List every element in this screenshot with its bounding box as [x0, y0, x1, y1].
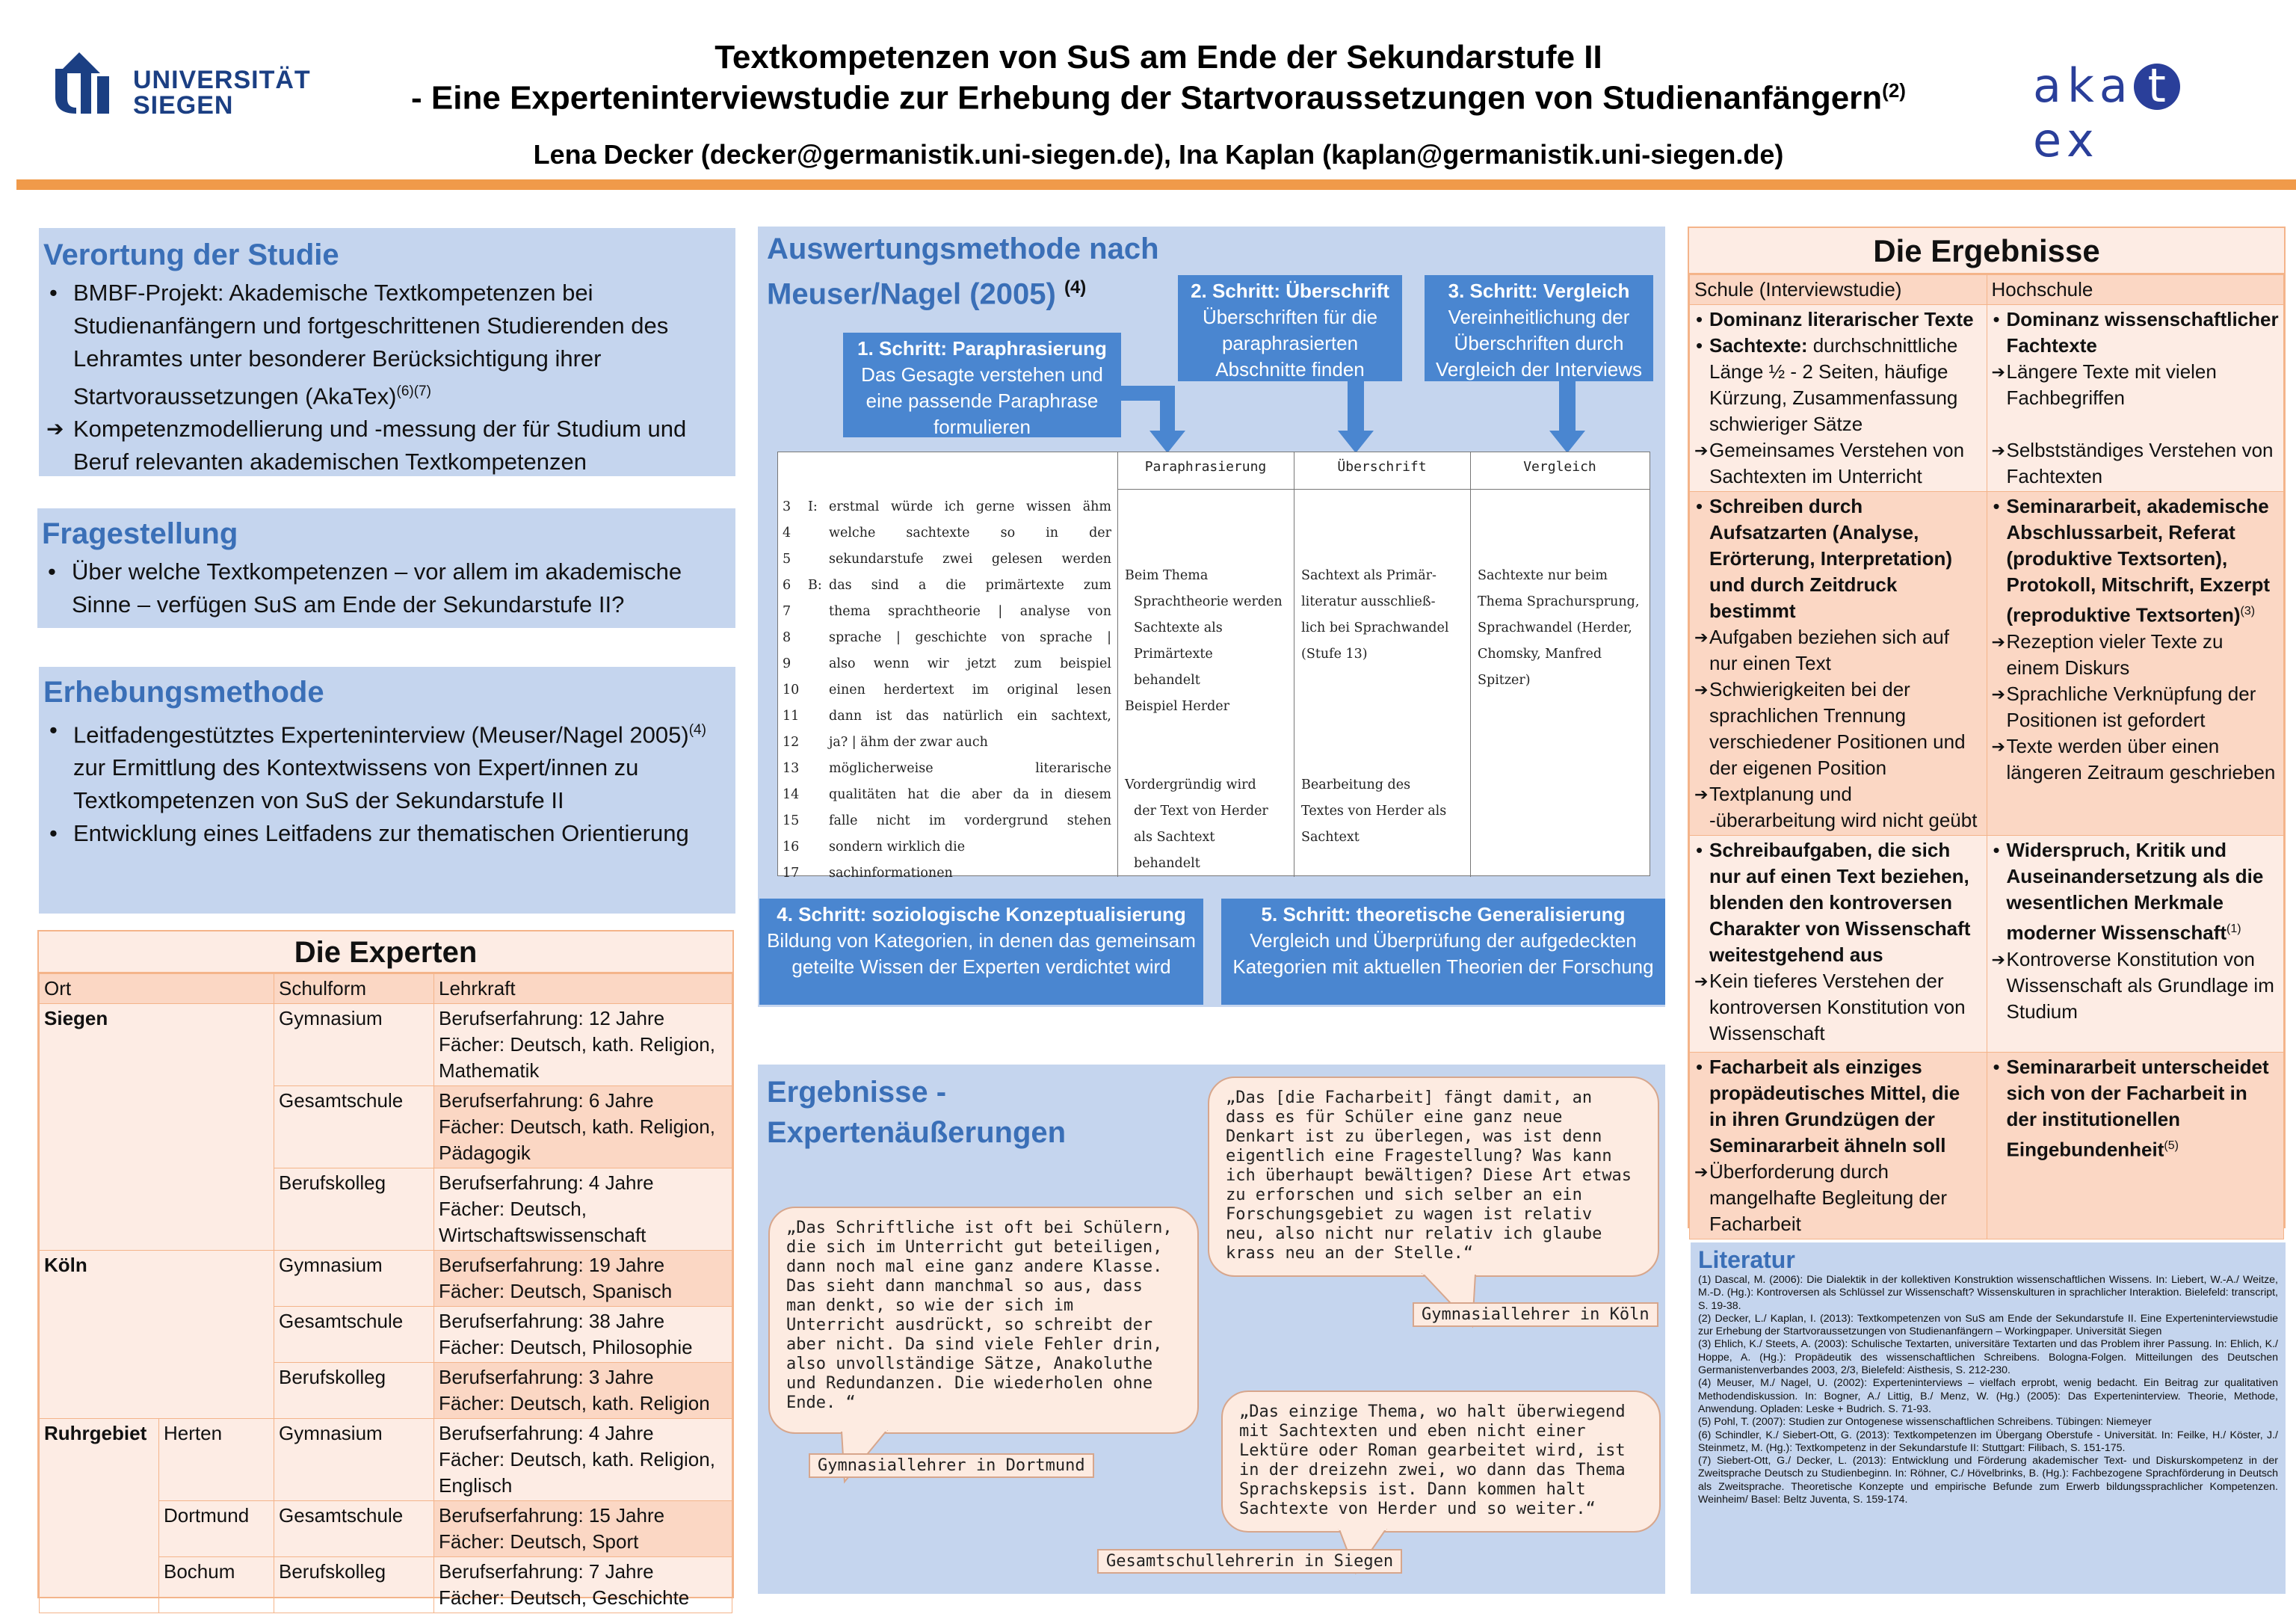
- experten-erfahrung: Berufserfahrung: 12 Jahre: [439, 1007, 665, 1029]
- paraphrase-line: Beim Thema: [1125, 568, 1209, 583]
- experten-erfahrung: Berufserfahrung: 4 Jahre: [439, 1422, 654, 1444]
- ergebnisse-cell: [1690, 492, 1987, 836]
- erhebung-item-1: [43, 714, 728, 817]
- transcript-line: [783, 494, 1111, 520]
- step-3-title: 3. Schritt: Vergleich: [1448, 280, 1630, 302]
- logo-uni-line2: SIEGEN: [133, 91, 234, 120]
- experten-faecher: Fächer: Deutsch, Spanisch: [439, 1280, 673, 1302]
- step-1-arrow-stem: [1160, 386, 1175, 431]
- transcript-table: [777, 452, 1650, 881]
- result-bold: Dominanz wissenschaftlicher Fachtexte: [2006, 308, 2279, 357]
- transcript-line: [783, 808, 1111, 834]
- experten-faecher: Fächer: Deutsch, Sport: [439, 1530, 639, 1553]
- ueberschrift-line: Bearbeitung des: [1301, 777, 1411, 792]
- expertenaeusserungen-title-line1: Ergebnisse -: [767, 1076, 947, 1109]
- experten-ort-ruhrgebiet: Ruhrgebiet: [40, 1419, 159, 1613]
- literatur-ref-3: (3) Ehlich, K./ Steets, A. (2003): Schulische Textarten, universitäre Textarten und das Problem ihrer Passung. In: Ehlich, K./ Hoppe, A. (Hg.): Propädeutik des wissenschaftlichen Schreibens. Bologna-Folgen. Mitteilungen des Deutschen Germanistenverbandes 2003, 2/3, Bielefeld: Aisthesis, S. 212-230.: [1698, 1338, 2278, 1377]
- paraphrase-line: als Sachtext: [1134, 830, 1215, 845]
- transcript-speaker: [808, 808, 829, 834]
- transcript-speaker: [808, 651, 829, 677]
- transcript-line-number: 16: [783, 840, 800, 854]
- experten-faecher: Fächer: Deutsch, kath. Religion, Mathematik: [439, 1033, 715, 1082]
- transcript-speaker: [808, 520, 829, 546]
- auswertung-title-line1: Auswertungsmethode nach: [767, 232, 1159, 265]
- list-item: [1992, 837, 2280, 946]
- expertenaeusserungen-title-line2: Expertenäußerungen: [767, 1116, 1067, 1149]
- transcript-line: [783, 677, 1111, 703]
- step-5-title: 5. Schritt: theoretische Generalisierung: [1261, 903, 1626, 926]
- transcript-line-number: 7: [783, 604, 791, 619]
- step-5-text: Vergleich und Überprüfung der aufgedeckten Kategorien mit aktuellen Theorien der Forschung: [1232, 929, 1654, 978]
- experten-schulform: Berufskolleg: [274, 1363, 434, 1419]
- poster-title-line2-sup: (2): [1882, 79, 1906, 102]
- list-item: ➔ Überforderung durch mangelhafte Begleitung der Facharbeit: [1694, 1159, 1982, 1237]
- vergleich-cell-1: [1478, 563, 1639, 694]
- ergebnisse-cell: [1690, 305, 1987, 492]
- transcript-line-number: 3: [783, 499, 791, 514]
- transcript-speaker: [808, 834, 829, 860]
- auswertung-title: [767, 230, 1159, 313]
- transcript-text: ja? | ähm der zwar auch: [829, 735, 988, 750]
- akatex-logo-circle: t: [2134, 64, 2180, 110]
- list-item: [1694, 1054, 1982, 1159]
- experten-lehrkraft: [434, 1419, 732, 1501]
- experten-erfahrung: Berufserfahrung: 4 Jahre: [439, 1171, 654, 1194]
- transcript-col-divider: [1117, 452, 1118, 877]
- transcript-col-divider: [1470, 452, 1471, 877]
- step-3-arrow-head: [1549, 431, 1585, 453]
- ergebnisse-cell: [1690, 1053, 1987, 1239]
- transcript-line-number: 9: [783, 656, 791, 671]
- verortung-item-2: ➔ Kompetenzmodellierung und -messung der für Studium und Beruf relevanten akademischen Textkompetenzen: [43, 413, 728, 478]
- verortung-item-1: [43, 277, 728, 413]
- result-bold: Widerspruch, Kritik und Auseinandersetzung als die wesentlichen Merkmale moderner Wissenschaft: [2006, 839, 2264, 944]
- experten-erfahrung: Berufserfahrung: 7 Jahre: [439, 1560, 654, 1583]
- ergebnisse-cell: [1987, 305, 2284, 492]
- transcript-text: das sind a die primärtexte zum: [829, 578, 1111, 593]
- erhebung-item-1-sup: (4): [688, 722, 706, 738]
- transcript-speaker: [808, 782, 829, 808]
- transcript-speaker: [808, 703, 829, 730]
- experten-header-lehrkraft: Lehrkraft: [434, 974, 732, 1004]
- poster-title-line1: Textkompetenzen von SuS am Ende der Sekundarstufe II: [715, 39, 1602, 76]
- akatex-logo: [2033, 58, 2220, 167]
- list-item: ➔ Längere Texte mit vielen Fachbegriffen: [1992, 359, 2280, 411]
- expertenaeusserungen-title: [767, 1072, 1066, 1153]
- quote-label-koeln: Gymnasiallehrer in Köln: [1413, 1302, 1658, 1327]
- poster-title-line2-text: - Eine Experteninterviewstudie zur Erhebung der Startvoraussetzungen von Studienanfängern: [411, 79, 1883, 117]
- experten-faecher: Fächer: Deutsch, kath. Religion: [439, 1392, 710, 1414]
- list-item: ➔ Texte werden über einen längeren Zeitraum geschrieben: [1992, 733, 2280, 786]
- transcript-text: möglicherweise literarische: [829, 761, 1111, 776]
- step-1-box: [843, 333, 1121, 437]
- quote-label-siegen: Gesamtschullehrerin in Siegen: [1097, 1549, 1402, 1574]
- experten-lehrkraft: [434, 1363, 732, 1419]
- literatur-ref-2: (2) Decker, L./ Kaplan, I. (2013): Textkompetenzen von SuS am Ende der Sekundarstufe II. Eine Experteninterviewstudie zur Erhebung der Startvoraussetzungen von Studienanfängern – Workingpaper. Universität Siegen: [1698, 1312, 2278, 1338]
- result-bold: Facharbeit als einziges propädeutisches Mittel, die in ihren Grundzügen der Seminararbeit ähneln soll: [1709, 1056, 1960, 1157]
- ergebnisse-cell: [1987, 1053, 2284, 1239]
- experten-lehrkraft: [434, 1307, 732, 1363]
- verortung-item-1-text: BMBF-Projekt: Akademische Textkompetenzen bei Studienanfängern und fortgeschrittenen Studierenden des Lehramtes unter besonderer Berücksichtigung ihrer Startvoraussetzungen (AkaTex): [73, 280, 669, 410]
- transcript-speaker: [808, 730, 829, 756]
- list-item: [1992, 1054, 2280, 1163]
- verortung-title: Verortung der Studie: [43, 238, 339, 271]
- result-sup: (3): [2240, 605, 2256, 617]
- expertenaeusserungen-panel: [758, 1065, 1665, 1594]
- header-divider: [16, 179, 2296, 190]
- erhebungsmethode-panel: [39, 667, 735, 914]
- result-text: durchschnittliche Länge ½ - 2 Seiten, häufige Kürzung, Zusammenfassung schwieriger Sätze: [1709, 334, 1958, 435]
- experten-ort-koeln: Köln: [40, 1251, 274, 1419]
- experten-erfahrung: Berufserfahrung: 6 Jahre: [439, 1089, 654, 1112]
- list-item: [1992, 493, 2280, 629]
- transcript-line: [783, 625, 1111, 651]
- step-2-text: Überschriften für die paraphrasierten Abschnitte finden: [1202, 306, 1378, 381]
- literatur-ref-7: (7) Siebert-Ott, G./ Decker, L. (2013): Entwicklung und Förderung akademischer Text- und Diskurskompetenz in der Zweitsprache Deutsch zu Studienbeginn. In: Röhner, C./ Hövelbrinks, B. (Hg.): Fachbezogene Sprachförderung in Deutsch als Zweitsprache. Theoretische Konzepte und empirische Befunde zum Erwerb bildungssprachlicher Kompetenzen. Weinheim/ Basel: Beltz Juventa, S. 159-174.: [1698, 1455, 2278, 1506]
- result-bold: Schreiben durch Aufsatzarten (Analyse, Erörterung, Interpretation) und durch Zeitdruck bestimmt: [1709, 495, 1953, 622]
- transcript-text: welche sachtexte so in der: [829, 526, 1111, 540]
- akatex-logo-post: ex: [2033, 113, 2100, 167]
- experten-schulform: Gymnasium: [274, 1004, 434, 1086]
- transcript-line-number: 4: [783, 526, 791, 540]
- transcript-line-number: 12: [783, 735, 800, 750]
- list-item: ➔ Selbstständiges Verstehen von Fachtexten: [1992, 437, 2280, 490]
- transcript-text: einen herdertext im original lesen: [829, 683, 1111, 697]
- step-2-title: 2. Schritt: Überschrift: [1191, 280, 1389, 302]
- paraphrase-cell-1: [1125, 563, 1283, 720]
- transcript-line-number: 10: [783, 683, 800, 697]
- ueberschrift-line: literatur ausschließ-: [1301, 594, 1436, 609]
- transcript-line-number: 13: [783, 761, 800, 776]
- table-row: [40, 1004, 732, 1086]
- ueberschrift-line: Sachtext als Primär-: [1301, 568, 1436, 583]
- transcript-line: [783, 546, 1111, 573]
- transcript-text: also wenn wir jetzt zum beispiel: [829, 656, 1111, 671]
- table-row: [1690, 1053, 2284, 1239]
- transcript-line: [783, 860, 1111, 887]
- paraphrase-line: behandelt: [1134, 673, 1200, 688]
- quote-label-dortmund: Gymnasiallehrer in Dortmund: [809, 1453, 1094, 1478]
- experten-schulform: Gesamtschule: [274, 1501, 434, 1557]
- ergebnisse-header-hochschule: Hochschule: [1987, 275, 2284, 305]
- university-siegen-logo-icon: [52, 46, 127, 121]
- step-4-title: 4. Schritt: soziologische Konzeptualisierung: [777, 903, 1186, 926]
- list-item: ➔ Kontroverse Konstitution von Wissenschaft als Grundlage im Studium: [1992, 946, 2280, 1025]
- transcript-text: thema sprachtheorie | analyse von: [829, 604, 1111, 619]
- step-2-arrow-stem: [1348, 381, 1364, 431]
- quote-bubble-koeln: „Das [die Facharbeit] fängt damit, an dass es für Schüler eine ganz neue Denkart ist zu überlegen, was ist denn eigentlich eine Fragestellung? Was kann ich überhaupt bewältigen? Diese Art etwas zu erforschen und sich selber an ein Forschungsgebiet zu wagen ist relativ neu, also nicht nur relativ ich glaube krass neu an der Stelle.“: [1208, 1077, 1659, 1277]
- transcript-line-number: 17: [783, 866, 800, 881]
- list-item: ➔ Schwierigkeiten bei der sprachlichen Trennung verschiedener Positionen und der eigenen Position: [1694, 677, 1982, 781]
- transcript-line-number: 5: [783, 552, 791, 567]
- fragestellung-title: Fragestellung: [42, 517, 238, 550]
- experten-table: [39, 973, 732, 1613]
- step-2-box: [1178, 275, 1402, 381]
- step-3-arrow-stem: [1559, 381, 1576, 431]
- table-row: [1690, 836, 2284, 1053]
- vergleich-line: Sprachwandel (Herder,: [1478, 620, 1632, 635]
- transcript-header-ueberschrift: Überschrift: [1294, 452, 1470, 490]
- experten-faecher: Fächer: Deutsch, Wirtschaftswissenschaft: [439, 1198, 646, 1246]
- literatur-ref-5: (5) Pohl, T. (2007): Studien zur Ontogenese wissenschaftlichen Schreibens. Tübingen: Niemeyer: [1698, 1416, 2152, 1429]
- experten-lehrkraft: [434, 1557, 732, 1613]
- list-item: [1694, 333, 1982, 437]
- paraphrase-cell-2: [1125, 772, 1268, 877]
- experten-faecher: Fächer: Deutsch, Geschichte: [439, 1586, 690, 1609]
- transcript-text: erstmal würde ich gerne wissen ähm: [829, 499, 1111, 514]
- paraphrase-line: Sachtexte als: [1134, 620, 1223, 635]
- transcript-line-number: 11: [783, 709, 800, 724]
- list-item: [1694, 307, 1982, 333]
- result-bold: Seminararbeit, akademische Abschlussarbeit, Referat (produktive Textsorten), Protokoll, Mitschrift, Exzerpt (reproduktive Textsorten): [2006, 495, 2270, 626]
- step-2-arrow-head: [1338, 431, 1374, 453]
- list-item: [1992, 307, 2280, 359]
- table-row: [1690, 492, 2284, 836]
- experten-erfahrung: Berufserfahrung: 38 Jahre: [439, 1310, 665, 1332]
- ueberschrift-cell-1: [1301, 563, 1448, 668]
- transcript-line: [783, 756, 1111, 782]
- ergebnisse-table: [1689, 274, 2284, 1239]
- experten-schulform: Berufskolleg: [274, 1557, 434, 1613]
- result-sup: (1): [2226, 923, 2241, 935]
- transcript-speaker: B:: [808, 578, 822, 593]
- literatur-title: Literatur: [1698, 1246, 1795, 1273]
- experten-schulform: Berufskolleg: [274, 1168, 434, 1251]
- transcript-speaker: [808, 677, 829, 703]
- transcript-line: [783, 573, 1111, 599]
- paraphrase-line: der Text von Herder: [1134, 804, 1268, 819]
- transcript-line: [783, 730, 1111, 756]
- table-row: [1690, 305, 2284, 492]
- list-item: ➔ Sprachliche Verknüpfung der Positionen ist gefordert: [1992, 681, 2280, 733]
- table-row: [40, 1419, 732, 1501]
- transcript-text: qualitäten hat die aber da in diesem: [829, 787, 1111, 802]
- experten-schulform: Gymnasium: [274, 1419, 434, 1501]
- ueberschrift-line: (Stufe 13): [1301, 647, 1368, 662]
- transcript-line-number: 14: [783, 787, 800, 802]
- list-item: [1694, 837, 1982, 968]
- transcript-line: [783, 520, 1111, 546]
- vergleich-line: Spitzer): [1478, 673, 1531, 688]
- verortung-item-1-sup: (6)(7): [396, 384, 431, 399]
- logo-uni-line1: UNIVERSITÄT: [133, 66, 311, 94]
- list-item: ➔ Textplanung und -überarbeitung wird nicht geübt: [1694, 781, 1982, 834]
- list-item: ➔ Rezeption vieler Texte zu einem Diskurs: [1992, 629, 2280, 681]
- transcript-speaker: I:: [808, 499, 818, 514]
- ergebnisse-table-panel: [1688, 227, 2286, 1235]
- transcript-speaker: [808, 599, 829, 625]
- experten-title: Die Experten: [39, 931, 732, 973]
- paraphrase-line: Vordergründig wird: [1125, 777, 1256, 792]
- experten-lehrkraft: [434, 1004, 732, 1086]
- list-item: ➔ Aufgaben beziehen sich auf nur einen Text: [1694, 624, 1982, 677]
- poster-title-line2: [284, 79, 2033, 117]
- transcript-lines: [783, 494, 1111, 887]
- step-5-box: [1221, 899, 1665, 1005]
- paraphrase-line: behandelt: [1134, 856, 1200, 871]
- ueberschrift-line: Textes von Herder als: [1301, 804, 1447, 819]
- transcript-line: [783, 703, 1111, 730]
- auswertung-title-line2: Meuser/Nagel (2005): [767, 277, 1064, 311]
- transcript-speaker: [808, 860, 829, 887]
- experten-erfahrung: Berufserfahrung: 19 Jahre: [439, 1254, 665, 1276]
- experten-header-ort: Ort: [40, 974, 274, 1004]
- result-sup: (5): [2164, 1139, 2179, 1152]
- ueberschrift-cell-2: [1301, 772, 1446, 851]
- result-bold: Sachtexte:: [1709, 334, 1808, 357]
- ergebnisse-cell: [1987, 492, 2284, 836]
- paraphrase-line: Primärtexte: [1134, 647, 1213, 662]
- erhebung-item-1b: zur Ermittlung des Kontextwissens von Expert/innen zu Textkompetenzen von SuS der Sekundarstufe II: [73, 754, 639, 814]
- experten-schulform: Gymnasium: [274, 1251, 434, 1307]
- vergleich-line: Sachtexte nur beim: [1478, 568, 1608, 583]
- experten-lehrkraft: [434, 1251, 732, 1307]
- transcript-line-number: 6: [783, 578, 791, 593]
- experten-faecher: Fächer: Deutsch, kath. Religion, Englisch: [439, 1448, 715, 1497]
- transcript-text: sachinformationen: [829, 866, 953, 881]
- experten-table-panel: [37, 930, 734, 1609]
- erhebung-item-2: • Entwicklung eines Leitfadens zur thematischen Orientierung: [43, 817, 728, 850]
- transcript-speaker: [808, 756, 829, 782]
- ergebnisse-title: Die Ergebnisse: [1689, 228, 2284, 274]
- ueberschrift-line: Sachtext: [1301, 830, 1360, 845]
- experten-lehrkraft: [434, 1501, 732, 1557]
- transcript-text: sekundarstufe zwei gelesen werden: [829, 552, 1111, 567]
- paraphrase-line: Sprachtheorie werden: [1134, 594, 1283, 609]
- transcript-text: sondern wirklich die: [829, 840, 966, 854]
- verortung-panel: [39, 228, 735, 476]
- step-3-box: [1425, 275, 1653, 381]
- transcript-text: sprache | geschichte von sprache |: [829, 630, 1111, 645]
- experten-lehrkraft: [434, 1086, 732, 1168]
- quote-bubble-siegen: „Das einzige Thema, wo halt überwiegend mit Sachtexten und eben nicht einer Lektüre oder Roman gearbeitet wird, ist in der dreizehn zwei, wo dann das Thema Sprachskepsis ist. Dann kommen halt Sachtexte von Herder und so weiter.“: [1221, 1390, 1661, 1533]
- erhebung-item-1a: Leitfadengestütztes Experteninterview (Meuser/Nagel 2005): [73, 721, 689, 748]
- ergebnisse-cell: [1690, 836, 1987, 1053]
- list-item: ➔ Gemeinsames Verstehen von Sachtexten im Unterricht: [1694, 437, 1982, 490]
- step-3-text: Vereinheitlichung der Überschriften durch Vergleich der Interviews: [1435, 306, 1643, 381]
- ergebnisse-header-schule: Schule (Interviewstudie): [1690, 275, 1987, 305]
- step-4-text: Bildung von Kategorien, in denen das gemeinsam geteilte Wissen der Experten verdichtet wird: [767, 929, 1196, 978]
- experten-stadt: Bochum: [159, 1557, 274, 1613]
- erhebung-title: Erhebungsmethode: [43, 676, 324, 709]
- experten-stadt: Herten: [159, 1419, 274, 1501]
- step-4-box: [759, 899, 1203, 1005]
- result-bold: Dominanz literarischer Texte: [1709, 308, 1974, 330]
- experten-schulform: Gesamtschule: [274, 1307, 434, 1363]
- list-item: [1694, 493, 1982, 624]
- experten-header-schulform: Schulform: [274, 974, 434, 1004]
- step-1-title: 1. Schritt: Paraphrasierung: [857, 337, 1107, 360]
- ergebnisse-cell: [1987, 836, 2284, 1053]
- fragestellung-panel: [37, 508, 735, 628]
- transcript-header-paraphrasierung: Paraphrasierung: [1117, 452, 1294, 490]
- transcript-line-number: 8: [783, 630, 791, 645]
- experten-stadt: Dortmund: [159, 1501, 274, 1557]
- literatur-ref-1: (1) Dascal, M. (2006): Die Dialektik in der kollektiven Konstruktion wissenschaftlichen Wissens. In: Liebert, W.-A./ Weitze, M.-D. (Hg.): Kontroversen als Schlüssel zur Wissenschaft? Wissenskulturen in sprachlicher Interaktion. Bielefeld: transcript, S. 19-38.: [1698, 1274, 2278, 1312]
- transcript-text: dann ist das natürlich ein sachtext,: [829, 709, 1111, 724]
- result-bold: Schreibaufgaben, die sich nur auf einen Text beziehen, blenden den kontroversen Charakter von Wissenschaft weitestgehend aus: [1709, 839, 1971, 966]
- experten-lehrkraft: [434, 1168, 732, 1251]
- transcript-line: [783, 782, 1111, 808]
- transcript-line: [783, 651, 1111, 677]
- experten-faecher: Fächer: Deutsch, kath. Religion, Pädagogik: [439, 1115, 715, 1164]
- step-1-text: Das Gesagte verstehen und eine passende Paraphrase formulieren: [861, 363, 1103, 438]
- university-siegen-logo: [52, 46, 311, 121]
- step-1-arrow-head: [1149, 431, 1185, 453]
- experten-ort-siegen: Siegen: [40, 1004, 274, 1251]
- transcript-text: falle nicht im vordergrund stehen: [829, 813, 1111, 828]
- result-bold: Seminararbeit unterscheidet sich von der Facharbeit in der institutionellen Eingebundenheit: [2006, 1056, 2269, 1161]
- akatex-logo-pre: aka: [2033, 58, 2134, 113]
- transcript-line-number: 15: [783, 813, 800, 828]
- table-row: [40, 1251, 732, 1307]
- literatur-panel: [1691, 1242, 2286, 1594]
- transcript-header-vergleich: Vergleich: [1470, 452, 1650, 490]
- experten-faecher: Fächer: Deutsch, Philosophie: [439, 1336, 693, 1358]
- experten-erfahrung: Berufserfahrung: 15 Jahre: [439, 1504, 665, 1527]
- transcript-line: [783, 599, 1111, 625]
- literatur-ref-6: (6) Schindler, K./ Siebert-Ott, G. (2013): Textkompetenzen im Übergang Oberstufe - Universität. In: Feilke, H./ Köster, J./ Steinmetz, M. (Hg.): Textkompetenz in der Sekundarstufe II: Stuttgart: Filibach, S. 151-175.: [1698, 1429, 2278, 1454]
- list-spacer: [1992, 411, 2280, 437]
- literatur-ref-4: (4) Meuser, M./ Nagel, U. (2002): Experteninterviews – vielfach erprobt, wenig bedacht. Ein Beitrag zur qualitativen Methodendiskussion. In: Bogner, A./ Littig, B./ Menz, W. (Hg.) (2005): Das Experteninterview. Theorie, Methode, Anwendung. Opladen: Leske + Budrich. S. 71-93.: [1698, 1377, 2278, 1415]
- transcript-line: [783, 834, 1111, 860]
- transcript-speaker: [808, 625, 829, 651]
- transcript-speaker: [808, 546, 829, 573]
- paraphrase-line: Beispiel Herder: [1125, 699, 1230, 714]
- ueberschrift-line: lich bei Sprachwandel: [1301, 620, 1449, 635]
- vergleich-line: Chomsky, Manfred: [1478, 647, 1602, 662]
- vergleich-line: Thema Sprachursprung,: [1478, 594, 1640, 609]
- fragestellung-item-1: • Über welche Textkompetenzen – vor allem im akademische Sinne – verfügen SuS am Ende der Sekundarstufe II?: [42, 555, 728, 621]
- experten-schulform: Gesamtschule: [274, 1086, 434, 1168]
- experten-erfahrung: Berufserfahrung: 3 Jahre: [439, 1366, 654, 1388]
- poster-authors: Lena Decker (decker@germanistik.uni-siegen.de), Ina Kaplan (kaplan@germanistik.uni-siegen.de): [533, 139, 1784, 170]
- quote-bubble-dortmund: „Das Schriftliche ist oft bei Schülern, die sich im Unterricht gut beteiligen, dann noch mal eine ganz andere Klasse. Das sieht dann manchmal so aus, dass man denkt, so wie der sich im Unterricht ausdrückt, so schreibt der aber nicht. Da sind viele Fehler drin, also unvollständige Sätze, Anakoluthe und Redundanzen. Die wiederholen ohne Ende. “: [768, 1207, 1199, 1434]
- auswertung-title-sup: (4): [1064, 277, 1087, 298]
- list-item: ➔ Kein tieferes Verstehen der kontroversen Konstitution von Wissenschaft: [1694, 968, 1982, 1047]
